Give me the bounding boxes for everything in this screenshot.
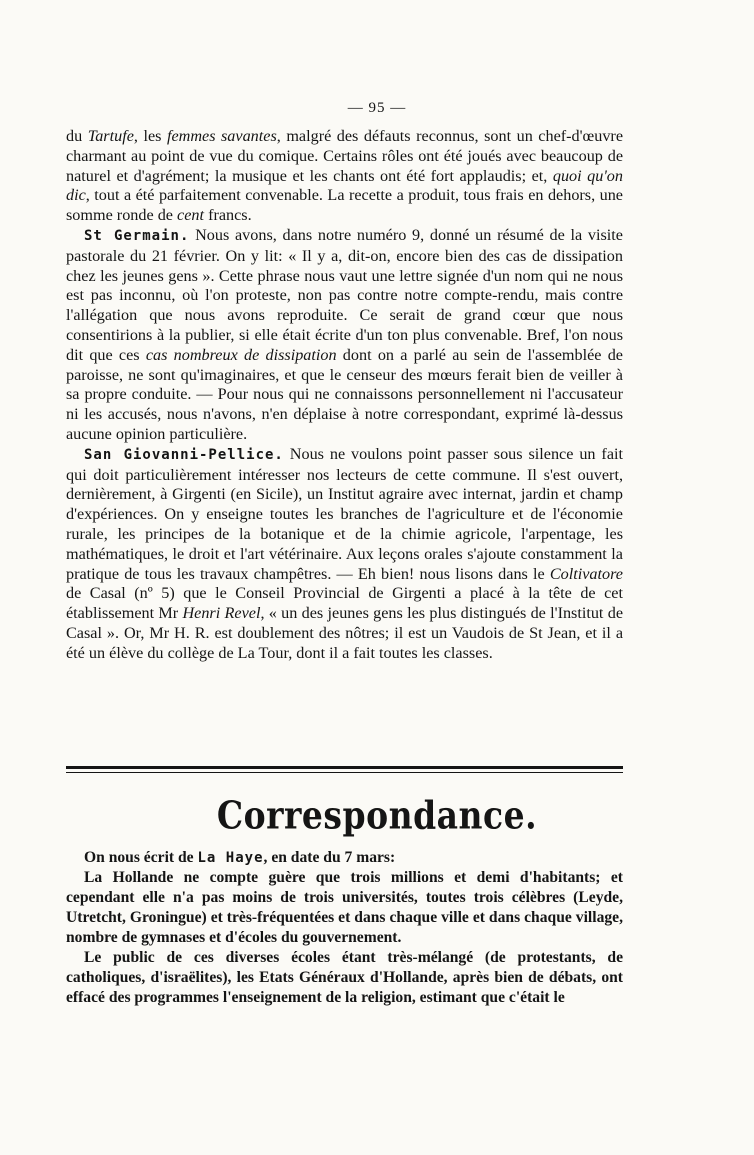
text-run: dont on a parlé au sein de l'assemblée de paroisse, ne sont qu'imaginaires, et que le censeur des mœurs ferait bien de veiller à sa propre conduite. — Pour nous qui ne connaissons personnellement ni l'accusateur ni les accusés, nous n'avons, n'en déplaise à notre correspondant, exprimé là-dessus aucune opinion particulière. xyxy=(66,345,623,443)
text-run: de Casal (nº 5) que le Conseil Provincial de Girgenti a placé à la tête de cet établissement Mr xyxy=(66,584,623,623)
text-run: , tout a été parfaitement convenable. La recette a produit, tous frais en dehors, une somme ronde de xyxy=(66,186,623,225)
emphasis-text: quoi qu'on dic xyxy=(66,166,623,205)
correspondance-paragraph-2: Le public de ces diverses écoles étant très-mélangé (de protestants, de catholiques, d'israëlites), les Etats Généraux d'Hollande, après bien de débats, ont effacé des programmes l'enseignement de la religion, estimant que c'était le xyxy=(66,949,623,1006)
text-run: , en date du 7 mars: xyxy=(263,849,396,866)
text-run: , les xyxy=(133,127,167,145)
text-run: Nous avons, dans notre numéro 9, donné un résumé de la visite pastorale du 21 février. On y lit: « Il y a, dit-on, encore bien des cas de dissipation chez les jeunes gens ». Cette phrase nous vaut une lettre signée d'un nom qui ne nous est pas inconnu, où l'on proteste, non pas contre notre compte-rendu, mais contre l'allégation que nous avons reproduite. Ce serait de grand cœur que nous consentirions à la publier, si elle était écrite d'un ton plus convenable. Bref, l'on nous dit que ces xyxy=(66,225,623,364)
emphasis-text: Henri Revel xyxy=(182,604,261,623)
emphasis-text: Coltivatore xyxy=(549,564,623,583)
intro-paragraph xyxy=(66,127,623,226)
text-run: , malgré des défauts reconnus, sont un chef-d'œuvre charmant au point de vue du comique. Certains rôles ont été joués avec beaucoup de naturel et d'agrément; la musique et les chants ont été fort applaudis; et, xyxy=(66,127,624,185)
emphasis-text: Tartufe xyxy=(87,127,134,145)
text-run: francs. xyxy=(204,206,252,225)
page-number: — 95 — xyxy=(347,100,407,116)
section-heading-st-germain: St Germain. xyxy=(84,227,190,244)
section-divider-thin xyxy=(66,772,623,773)
section-heading-san-giovanni: San Giovanni-Pellice. xyxy=(84,446,284,463)
news-column xyxy=(66,127,623,664)
section-divider xyxy=(66,766,623,769)
place-name: La Haye xyxy=(197,850,264,866)
text-run: du xyxy=(66,127,88,145)
correspondance-paragraph-1: La Hollande ne compte guère que trois millions et demi d'habitants; et cependant elle n'a pas moins de trois universités, toutes trois célèbres (Leyde, Utretcht, Groningue) et très-fréquentées et dans chaque ville et dans chaque village, nombre de gymnases et d'écoles du gouvernement. xyxy=(66,869,623,946)
emphasis-text: femmes savantes xyxy=(166,127,277,145)
correspondance-column xyxy=(66,848,623,1008)
emphasis-text: cent xyxy=(177,206,205,225)
correspondance-lead xyxy=(66,848,623,868)
correspondance-title: Correspondance. xyxy=(216,793,538,838)
text-run: On nous écrit de xyxy=(84,849,198,866)
emphasis-text: cas nombreux de dissipation xyxy=(145,345,337,364)
text-run: Nous ne voulons point passer sous silence un fait qui doit particulièrement intéresser nos lecteurs de cette commune. Il s'est ouvert, dernièrement, à Girgenti (en Sicile), un Institut agraire avec internat, jardin et champ d'expériences. On y enseigne toutes les branches de l'agriculture et de l'économie rurale, les principes de la botanique et de la chimie agricole, l'arpentage, les mathématiques, le droit et l'art vétérinaire. Aux leçons orales s'ajoute constamment la pratique de tous les travaux champêtres. — Eh bien! nous lisons dans le xyxy=(66,444,623,583)
san-giovanni-paragraph xyxy=(66,445,623,664)
text-run: , « un des jeunes gens les plus distingués de l'Institut de Casal ». Or, Mr H. R. est doublement des nôtres; il est un Vaudois de St Jean, et il a été un élève du collège de La Tour, dont il a fait toutes les classes. xyxy=(66,604,623,662)
st-germain-paragraph xyxy=(66,226,623,445)
